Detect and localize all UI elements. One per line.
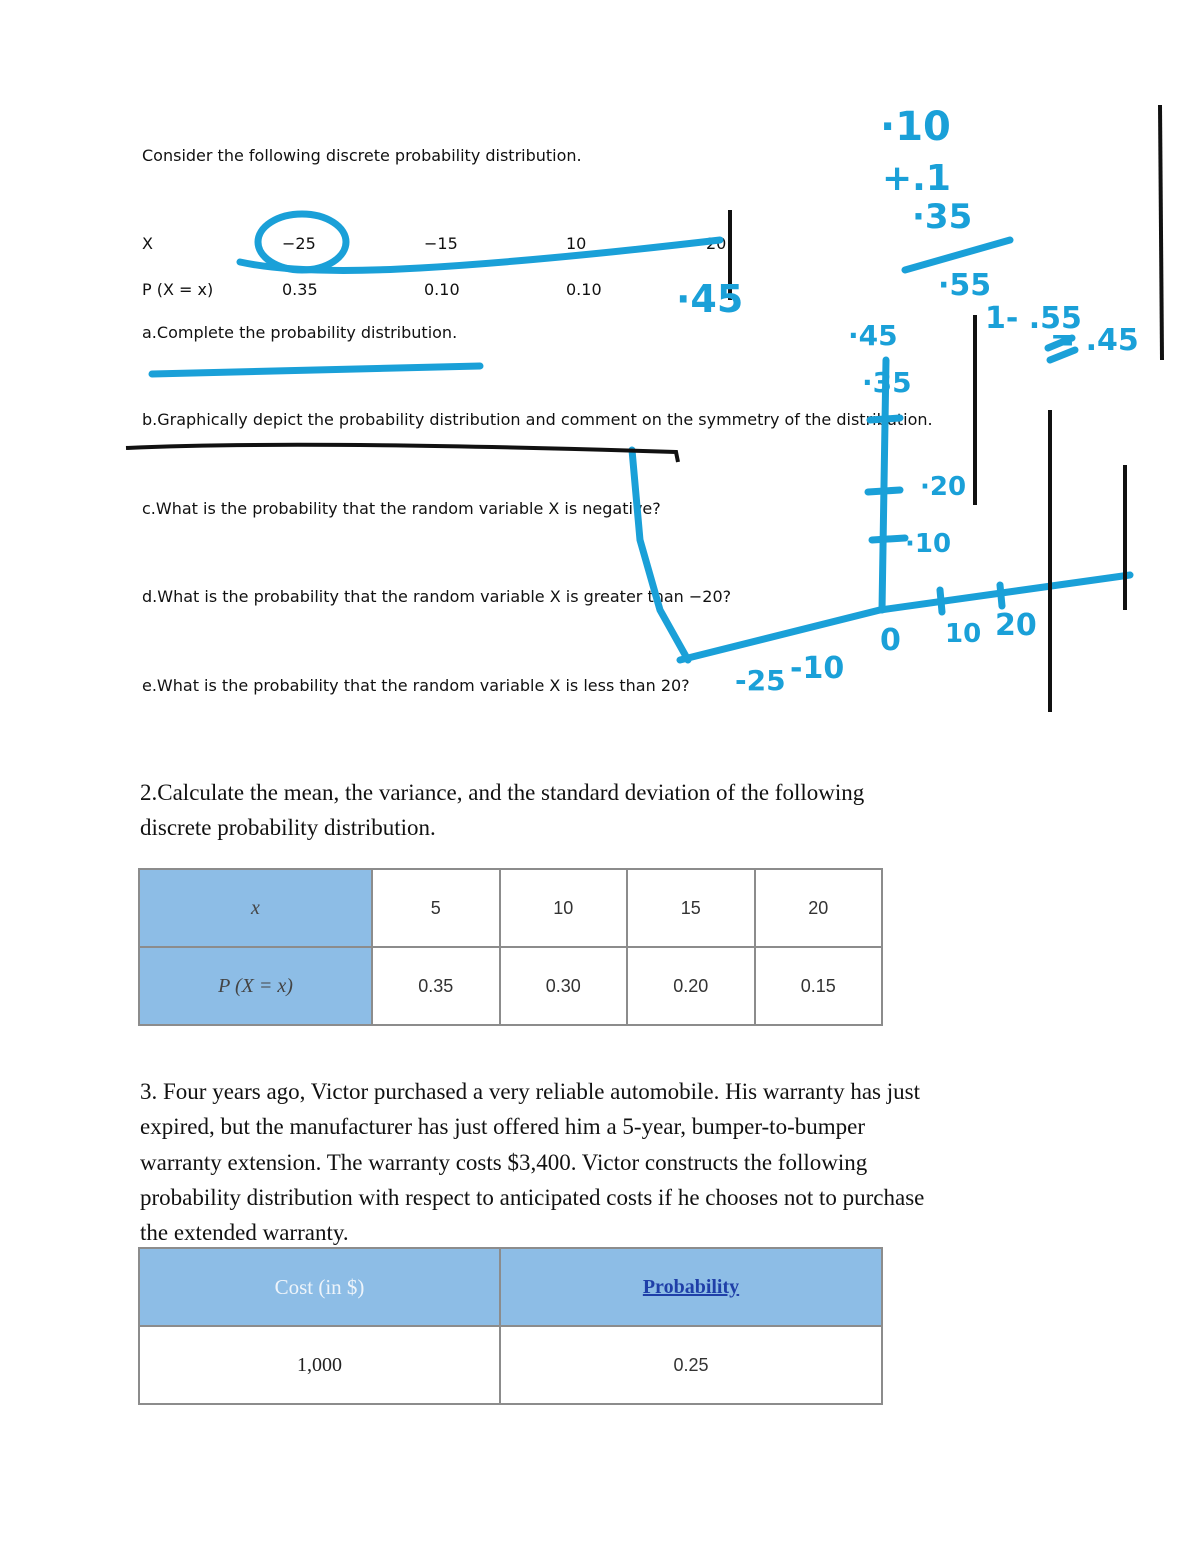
hw-axis-x-c: 0 <box>880 623 901 658</box>
table-row <box>139 1326 882 1404</box>
q3-cost-cell: 1,000 <box>139 1326 500 1404</box>
q1-part-d: d.What is the probability that the random variable X is greater than −20? <box>142 587 732 606</box>
q2-p-row <box>139 947 882 1025</box>
black-underline-b <box>126 445 678 462</box>
q1-p-value: 0.35 <box>282 280 318 299</box>
hw-axis-y-mid1: ·35 <box>862 366 912 399</box>
q2-prompt-line2: discrete probability distribution. <box>140 815 436 840</box>
black-bar <box>1160 105 1162 360</box>
q3-line: warranty extension. The warranty costs $3,400. Victor constructs the following <box>140 1150 868 1175</box>
q1-x-value: −15 <box>424 234 458 253</box>
q2-p-cell: 0.35 <box>372 947 500 1025</box>
q3-prob-header-link[interactable]: Probability <box>642 1275 740 1298</box>
black-strokes <box>126 105 1162 712</box>
hw-axis-y-mid2: ·20 <box>920 472 967 502</box>
q1-part-a: a.Complete the probability distribution. <box>142 323 458 342</box>
q1-part-b: b.Graphically depict the probability distribution and comment on the symmetry of the distribution. <box>142 410 933 429</box>
hw-axis-x-d: 10 <box>945 619 982 649</box>
q3-line: probability distribution with respect to anticipated costs if he chooses not to purchase <box>140 1185 925 1210</box>
q3-cost-header: Cost (in $) <box>139 1248 500 1326</box>
q3-prob-header-cell <box>500 1248 882 1326</box>
q1-p-value: 0.10 <box>424 280 460 299</box>
q1-x-value: −25 <box>282 234 316 253</box>
hw-top-c: ·35 <box>912 197 973 237</box>
q3-line: 3. Four years ago, Victor purchased a very reliable automobile. His warranty has just <box>140 1079 920 1104</box>
q1-x-label: X <box>142 234 153 253</box>
q2-p-cell: 0.20 <box>627 947 755 1025</box>
pointer-line <box>632 450 688 660</box>
q1-part-c: c.What is the probability that the random variable X is negative? <box>142 499 661 518</box>
hw-axis-x-e: 20 <box>995 608 1037 643</box>
q2-x-header: x <box>139 869 372 947</box>
hw-axis-y-mid3: ·10 <box>905 529 952 559</box>
q2-x-row <box>139 869 882 947</box>
hw-axis-x-a: -25 <box>735 664 786 697</box>
q1-x-value: 20 <box>706 234 727 253</box>
q2-table <box>138 868 883 1026</box>
q1-part-e: e.What is the probability that the random variable X is less than 20? <box>142 676 690 695</box>
hw-answer-45: ·45 <box>676 277 744 321</box>
hw-top-f: = .45 <box>1050 323 1139 358</box>
underline-a <box>152 366 480 374</box>
equals-mark <box>1048 338 1075 360</box>
q2-x-cell: 10 <box>500 869 628 947</box>
axis-x <box>680 575 1130 660</box>
q2-p-cell: 0.15 <box>755 947 883 1025</box>
q1-x-value: 10 <box>566 234 587 253</box>
q3-line: expired, but the manufacturer has just offered him a 5-year, bumper-to-bumper <box>140 1114 865 1139</box>
fraction-bar <box>905 240 1010 270</box>
hw-axis-y-top: ·45 <box>848 319 898 352</box>
q2-p-cell: 0.30 <box>500 947 628 1025</box>
q3-line: the extended warranty. <box>140 1220 349 1245</box>
hw-axis-x-b: -10 <box>790 651 845 686</box>
hw-top-b: +.1 <box>882 158 951 199</box>
q2-x-cell: 20 <box>755 869 883 947</box>
q1-intro: Consider the following discrete probability distribution. <box>142 146 582 165</box>
q3-table <box>138 1247 883 1405</box>
q2-prompt-line1: 2.Calculate the mean, the variance, and the standard deviation of the following <box>140 780 865 805</box>
q3-header-row <box>139 1248 882 1326</box>
q1-p-label: P (X = x) <box>142 280 214 299</box>
hw-top-d: ·55 <box>938 268 992 303</box>
q3-prob-cell: 0.25 <box>500 1326 882 1404</box>
q2-x-cell: 5 <box>372 869 500 947</box>
axis-y <box>882 360 886 610</box>
hw-top-a: ·10 <box>880 104 951 150</box>
axis-ticks <box>868 418 1002 612</box>
hw-top-e: 1- .55 <box>985 301 1082 336</box>
q2-p-header: P (X = x) <box>139 947 372 1025</box>
q2-x-cell: 15 <box>627 869 755 947</box>
q1-p-value: 0.10 <box>566 280 602 299</box>
